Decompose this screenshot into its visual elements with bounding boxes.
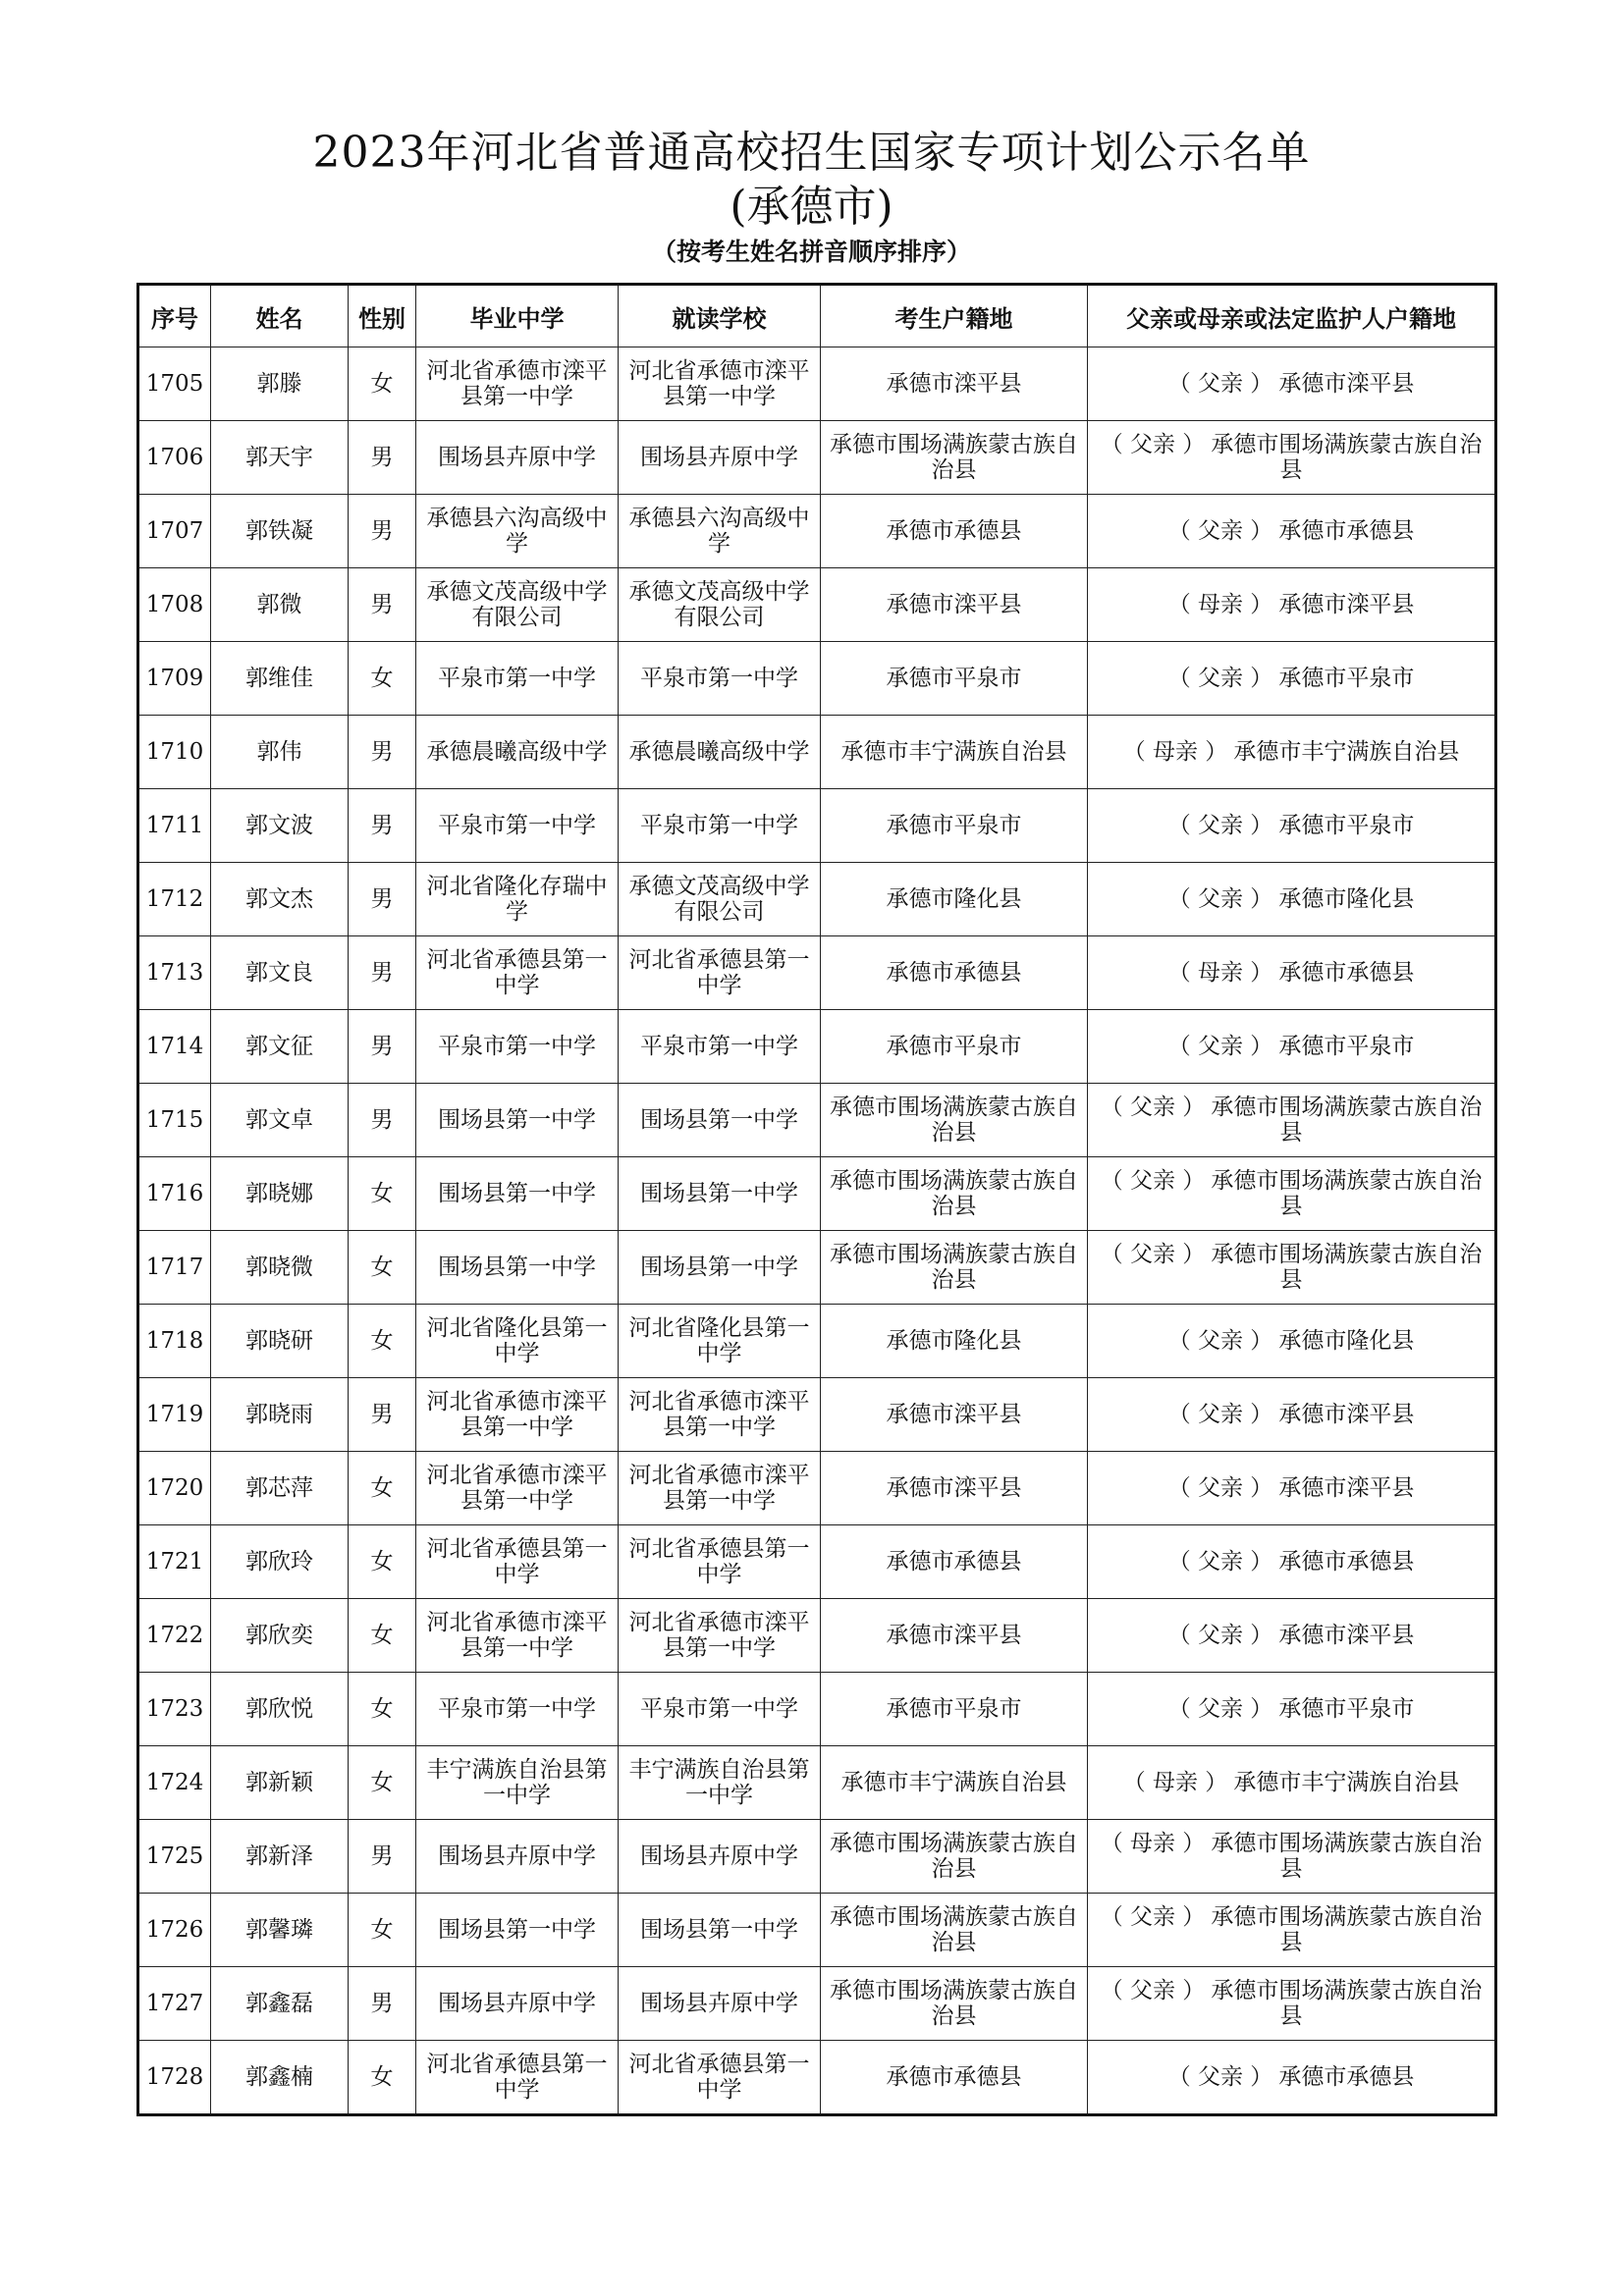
guardian-hukou-cell [1088,1746,1496,1820]
student-gender: 女 [349,1231,416,1305]
row-number: 1728 [138,2041,211,2115]
row-number: 1709 [138,642,211,716]
col-guardian-hukou-header: 父亲或母亲或法定监护人户籍地 [1088,285,1496,347]
guardian-hukou: 承德市隆化县 [1278,886,1415,912]
student-name: 郭文良 [211,936,349,1010]
student-hukou: 承德市平泉市 [821,1010,1088,1084]
guardian-hukou-cell [1088,789,1496,863]
graduation-school: 河北省承德县第一中学 [416,1525,619,1599]
student-hukou: 承德市滦平县 [821,347,1088,421]
student-hukou: 承德市平泉市 [821,642,1088,716]
table-header [138,285,1496,347]
guardian-hukou-cell [1088,1967,1496,2041]
guardian-role: （ 父亲 ） [1167,666,1273,691]
student-hukou: 承德市围场满族蒙古族自治县 [821,421,1088,495]
student-gender: 女 [349,1157,416,1231]
table-row [138,863,1496,936]
table-row [138,1599,1496,1673]
current-school: 围场县第一中学 [619,1084,821,1157]
graduation-school: 围场县第一中学 [416,1084,619,1157]
student-gender: 男 [349,936,416,1010]
graduation-school: 围场县卉原中学 [416,421,619,495]
row-number: 1708 [138,568,211,642]
table-row [138,347,1496,421]
graduation-school: 河北省承德市滦平县第一中学 [416,1599,619,1673]
student-name: 郭鑫磊 [211,1967,349,2041]
guardian-hukou-cell [1088,421,1496,495]
guardian-hukou: 承德市平泉市 [1278,1034,1415,1059]
guardian-hukou-cell [1088,1820,1496,1894]
guardian-hukou: 承德市承德县 [1278,518,1415,544]
table-row [138,936,1496,1010]
graduation-school: 平泉市第一中学 [416,642,619,716]
guardian-hukou-cell [1088,1599,1496,1673]
guardian-hukou-cell [1088,1010,1496,1084]
student-gender: 男 [349,863,416,936]
student-gender: 女 [349,1894,416,1967]
student-name: 郭晓娜 [211,1157,349,1231]
student-hukou: 承德市承德县 [821,495,1088,568]
graduation-school: 围场县第一中学 [416,1894,619,1967]
guardian-hukou: 承德市隆化县 [1278,1328,1415,1354]
current-school: 围场县卉原中学 [619,1967,821,2041]
guardian-hukou: 承德市平泉市 [1278,813,1415,838]
guardian-role: （ 母亲 ） [1122,1770,1228,1795]
student-gender: 女 [349,347,416,421]
student-gender: 女 [349,1525,416,1599]
col-current-school-header: 就读学校 [619,285,821,347]
graduation-school: 河北省承德市滦平县第一中学 [416,347,619,421]
current-school: 围场县第一中学 [619,1894,821,1967]
col-no-header: 序号 [138,285,211,347]
row-number: 1711 [138,789,211,863]
current-school: 河北省隆化县第一中学 [619,1305,821,1378]
student-name: 郭天宇 [211,421,349,495]
row-number: 1707 [138,495,211,568]
header-row [138,285,1496,347]
guardian-hukou-cell [1088,1673,1496,1746]
student-hukou: 承德市滦平县 [821,1599,1088,1673]
current-school: 围场县卉原中学 [619,421,821,495]
student-name: 郭伟 [211,716,349,789]
graduation-school: 平泉市第一中学 [416,1010,619,1084]
guardian-role: （ 父亲 ） [1167,886,1273,912]
guardian-hukou-cell [1088,1084,1496,1157]
graduation-school: 围场县第一中学 [416,1231,619,1305]
guardian-hukou: 承德市承德县 [1278,960,1415,986]
student-gender: 女 [349,1305,416,1378]
student-hukou: 承德市丰宁满族自治县 [821,1746,1088,1820]
current-school: 承德文茂高级中学有限公司 [619,568,821,642]
guardian-hukou: 承德市围场满族蒙古族自治县 [1211,1831,1483,1882]
current-school: 平泉市第一中学 [619,1010,821,1084]
student-gender: 男 [349,1084,416,1157]
guardian-role: （ 父亲 ） [1167,1402,1273,1427]
table-row [138,1231,1496,1305]
graduation-school: 围场县卉原中学 [416,1820,619,1894]
guardian-hukou: 承德市滦平县 [1278,1402,1415,1427]
table-row [138,789,1496,863]
current-school: 承德县六沟高级中学 [619,495,821,568]
student-name: 郭芯萍 [211,1452,349,1525]
col-hukou-header: 考生户籍地 [821,285,1088,347]
student-gender: 女 [349,1452,416,1525]
graduation-school: 丰宁满族自治县第一中学 [416,1746,619,1820]
graduation-school: 河北省隆化存瑞中学 [416,863,619,936]
row-number: 1715 [138,1084,211,1157]
student-name: 郭欣奕 [211,1599,349,1673]
table-row [138,1084,1496,1157]
guardian-hukou-cell [1088,2041,1496,2115]
graduation-school: 平泉市第一中学 [416,789,619,863]
current-school: 平泉市第一中学 [619,642,821,716]
current-school: 河北省承德市滦平县第一中学 [619,1452,821,1525]
table-row [138,1820,1496,1894]
table-row [138,1010,1496,1084]
current-school: 河北省承德县第一中学 [619,2041,821,2115]
document-title: 2023年河北省普通高校招生国家专项计划公示名单 [312,128,1311,178]
student-hukou: 承德市滦平县 [821,1452,1088,1525]
table-row [138,495,1496,568]
table-row [138,421,1496,495]
current-school: 河北省承德县第一中学 [619,936,821,1010]
student-hukou: 承德市平泉市 [821,789,1088,863]
guardian-hukou: 承德市平泉市 [1278,666,1415,691]
guardian-hukou-cell [1088,1378,1496,1452]
guardian-role: （ 父亲 ） [1100,1242,1206,1267]
current-school: 河北省承德县第一中学 [619,1525,821,1599]
student-hukou: 承德市围场满族蒙古族自治县 [821,1084,1088,1157]
student-hukou: 承德市围场满族蒙古族自治县 [821,1157,1088,1231]
guardian-hukou-cell [1088,495,1496,568]
graduation-school: 河北省承德市滦平县第一中学 [416,1378,619,1452]
guardian-role: （ 父亲 ） [1167,1328,1273,1354]
row-number: 1717 [138,1231,211,1305]
student-name: 郭新颖 [211,1746,349,1820]
student-gender: 男 [349,789,416,863]
table-row [138,1305,1496,1378]
current-school: 承德文茂高级中学有限公司 [619,863,821,936]
guardian-hukou: 承德市丰宁满族自治县 [1233,739,1460,765]
guardian-hukou: 承德市围场满族蒙古族自治县 [1211,1978,1483,2029]
graduation-school: 河北省隆化县第一中学 [416,1305,619,1378]
row-number: 1722 [138,1599,211,1673]
guardian-hukou-cell [1088,1305,1496,1378]
student-gender: 男 [349,1967,416,2041]
guardian-role: （ 父亲 ） [1167,518,1273,544]
student-name: 郭文杰 [211,863,349,936]
student-gender: 女 [349,1599,416,1673]
current-school: 围场县卉原中学 [619,1820,821,1894]
table-row [138,1525,1496,1599]
table-row [138,1673,1496,1746]
graduation-school: 河北省承德县第一中学 [416,936,619,1010]
guardian-role: （ 父亲 ） [1167,1696,1273,1722]
student-name: 郭欣玲 [211,1525,349,1599]
table-row [138,1967,1496,2041]
student-gender: 男 [349,568,416,642]
student-hukou: 承德市隆化县 [821,1305,1088,1378]
student-hukou: 承德市丰宁满族自治县 [821,716,1088,789]
table-row [138,1746,1496,1820]
table-row [138,642,1496,716]
table-row [138,1157,1496,1231]
student-name: 郭文征 [211,1010,349,1084]
student-name: 郭微 [211,568,349,642]
guardian-hukou: 承德市围场满族蒙古族自治县 [1211,1242,1483,1293]
student-name: 郭欣悦 [211,1673,349,1746]
guardian-hukou-cell [1088,1452,1496,1525]
guardian-role: （ 母亲 ） [1167,592,1273,617]
graduation-school: 平泉市第一中学 [416,1673,619,1746]
student-name: 郭鑫楠 [211,2041,349,2115]
student-hukou: 承德市隆化县 [821,863,1088,936]
student-name: 郭铁凝 [211,495,349,568]
guardian-hukou-cell [1088,347,1496,421]
student-name: 郭文波 [211,789,349,863]
guardian-hukou: 承德市滦平县 [1278,592,1415,617]
current-school: 平泉市第一中学 [619,789,821,863]
row-number: 1716 [138,1157,211,1231]
guardian-hukou-cell [1088,716,1496,789]
guardian-role: （ 父亲 ） [1167,1034,1273,1059]
student-hukou: 承德市承德县 [821,936,1088,1010]
guardian-role: （ 父亲 ） [1100,1095,1206,1120]
graduation-school: 承德县六沟高级中学 [416,495,619,568]
graduation-school: 承德文茂高级中学有限公司 [416,568,619,642]
student-gender: 男 [349,421,416,495]
table-row [138,1452,1496,1525]
row-number: 1724 [138,1746,211,1820]
guardian-hukou: 承德市围场满族蒙古族自治县 [1211,1904,1483,1955]
row-number: 1726 [138,1894,211,1967]
graduation-school: 承德晨曦高级中学 [416,716,619,789]
col-name-header: 姓名 [211,285,349,347]
guardian-hukou: 承德市围场满族蒙古族自治县 [1211,1095,1483,1146]
guardian-hukou: 承德市滦平县 [1278,1623,1415,1648]
guardian-role: （ 父亲 ） [1167,1475,1273,1501]
student-hukou: 承德市围场满族蒙古族自治县 [821,1894,1088,1967]
current-school: 围场县第一中学 [619,1231,821,1305]
row-number: 1725 [138,1820,211,1894]
guardian-role: （ 父亲 ） [1167,2064,1273,2090]
table-body [138,347,1496,2115]
current-school: 丰宁满族自治县第一中学 [619,1746,821,1820]
graduation-school: 围场县卉原中学 [416,1967,619,2041]
student-name: 郭晓雨 [211,1378,349,1452]
student-hukou: 承德市平泉市 [821,1673,1088,1746]
student-name: 郭馨璘 [211,1894,349,1967]
guardian-role: （ 母亲 ） [1100,1831,1206,1856]
guardian-hukou: 承德市围场满族蒙古族自治县 [1211,432,1483,483]
student-name: 郭文卓 [211,1084,349,1157]
guardian-role: （ 父亲 ） [1167,813,1273,838]
graduation-school: 河北省承德市滦平县第一中学 [416,1452,619,1525]
table-row [138,1378,1496,1452]
guardian-role: （ 母亲 ） [1167,960,1273,986]
col-gender-header: 性别 [349,285,416,347]
guardian-hukou-cell [1088,1525,1496,1599]
guardian-role: （ 父亲 ） [1167,1623,1273,1648]
current-school: 河北省承德市滦平县第一中学 [619,1378,821,1452]
row-number: 1721 [138,1525,211,1599]
guardian-hukou: 承德市承德县 [1278,1549,1415,1575]
current-school: 承德晨曦高级中学 [619,716,821,789]
row-number: 1712 [138,863,211,936]
student-name: 郭新泽 [211,1820,349,1894]
row-number: 1710 [138,716,211,789]
guardian-hukou-cell [1088,1894,1496,1967]
table-row [138,716,1496,789]
row-number: 1719 [138,1378,211,1452]
row-number: 1706 [138,421,211,495]
guardian-role: （ 父亲 ） [1167,1549,1273,1575]
guardian-hukou-cell [1088,568,1496,642]
guardian-role: （ 父亲 ） [1100,1168,1206,1194]
student-name: 郭滕 [211,347,349,421]
row-number: 1720 [138,1452,211,1525]
guardian-hukou-cell [1088,863,1496,936]
document-subtitle: (承德市) [730,182,893,232]
roster-table [136,283,1497,2116]
guardian-hukou: 承德市平泉市 [1278,1696,1415,1722]
row-number: 1714 [138,1010,211,1084]
student-hukou: 承德市承德县 [821,1525,1088,1599]
student-gender: 男 [349,1820,416,1894]
row-number: 1705 [138,347,211,421]
student-hukou: 承德市围场满族蒙古族自治县 [821,1967,1088,2041]
table-row [138,2041,1496,2115]
row-number: 1713 [138,936,211,1010]
guardian-role: （ 父亲 ） [1100,1904,1206,1930]
guardian-hukou-cell [1088,642,1496,716]
student-gender: 男 [349,495,416,568]
student-gender: 女 [349,1746,416,1820]
guardian-role: （ 父亲 ） [1167,371,1273,397]
current-school: 围场县第一中学 [619,1157,821,1231]
student-gender: 女 [349,642,416,716]
guardian-role: （ 父亲 ） [1100,1978,1206,2003]
student-gender: 男 [349,1010,416,1084]
guardian-hukou-cell [1088,1157,1496,1231]
table-row [138,1894,1496,1967]
student-name: 郭晓微 [211,1231,349,1305]
guardian-hukou: 承德市滦平县 [1278,371,1415,397]
student-hukou: 承德市承德县 [821,2041,1088,2115]
guardian-hukou-cell [1088,1231,1496,1305]
student-name: 郭晓研 [211,1305,349,1378]
student-name: 郭维佳 [211,642,349,716]
guardian-hukou: 承德市丰宁满族自治县 [1233,1770,1460,1795]
col-grad-school-header: 毕业中学 [416,285,619,347]
student-gender: 男 [349,1378,416,1452]
student-hukou: 承德市围场满族蒙古族自治县 [821,1231,1088,1305]
guardian-hukou: 承德市围场满族蒙古族自治县 [1211,1168,1483,1219]
graduation-school: 河北省承德县第一中学 [416,2041,619,2115]
guardian-role: （ 母亲 ） [1122,739,1228,765]
guardian-hukou: 承德市滦平县 [1278,1475,1415,1501]
guardian-role: （ 父亲 ） [1100,432,1206,457]
sort-note: （按考生姓名拼音顺序排序） [651,238,971,266]
row-number: 1718 [138,1305,211,1378]
student-hukou: 承德市围场满族蒙古族自治县 [821,1820,1088,1894]
document-header [0,126,1623,269]
current-school: 河北省承德市滦平县第一中学 [619,1599,821,1673]
guardian-hukou: 承德市承德县 [1278,2064,1415,2090]
table-row [138,568,1496,642]
current-school: 平泉市第一中学 [619,1673,821,1746]
student-gender: 男 [349,716,416,789]
student-gender: 女 [349,2041,416,2115]
current-school: 河北省承德市滦平县第一中学 [619,347,821,421]
student-hukou: 承德市滦平县 [821,1378,1088,1452]
student-hukou: 承德市滦平县 [821,568,1088,642]
graduation-school: 围场县第一中学 [416,1157,619,1231]
guardian-hukou-cell [1088,936,1496,1010]
row-number: 1727 [138,1967,211,2041]
row-number: 1723 [138,1673,211,1746]
student-gender: 女 [349,1673,416,1746]
